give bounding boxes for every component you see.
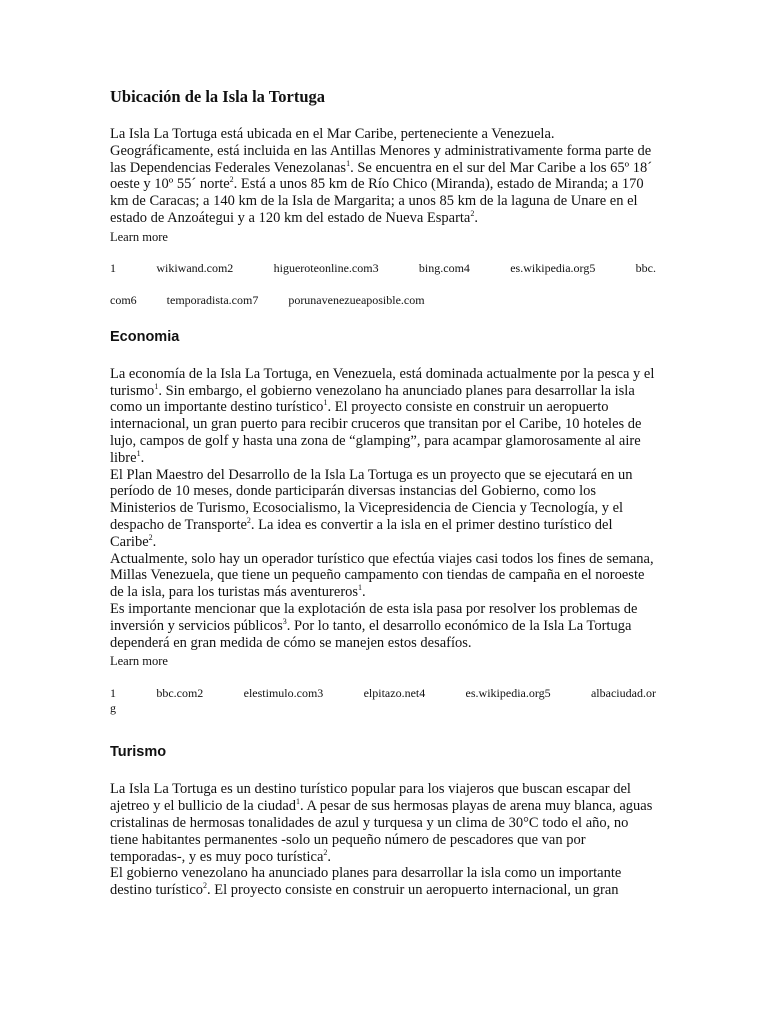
text-run: . bbox=[152, 533, 157, 550]
citation-ref[interactable]: 2 bbox=[229, 175, 234, 185]
text-run: Es importante mencionar que la explotación de esta isla pasa por resolver los problemas de inversión y servicios públicos bbox=[110, 600, 638, 634]
economia-paragraph-3 bbox=[110, 551, 656, 601]
citation-ref[interactable]: 3 bbox=[282, 616, 287, 626]
source-link[interactable]: es.wikipedia.org5 bbox=[465, 686, 551, 701]
text-run: . Sin embargo, el gobierno venezolano ha anunciado planes para desarrollar la isla como un importante destino turístico bbox=[110, 382, 635, 416]
citation-ref[interactable]: 1 bbox=[346, 158, 351, 168]
text-run: La Isla La Tortuga es un destino turístico popular para los viajeros que buscan escapar del ajetreo y el bullicio de la ciudad bbox=[110, 781, 631, 815]
economia-paragraph-2 bbox=[110, 467, 656, 551]
text-run: . bbox=[140, 449, 145, 466]
source-link[interactable]: wikiwand.com2 bbox=[156, 260, 234, 275]
learn-more-link[interactable]: Learn more bbox=[110, 229, 168, 244]
citation-ref[interactable]: 1 bbox=[358, 583, 363, 593]
citation-ref[interactable]: 2 bbox=[246, 515, 251, 525]
text-run: . bbox=[474, 209, 478, 226]
text-run: . La idea es convertir a la isla en el primer destino turístico del Caribe bbox=[110, 516, 613, 550]
source-link[interactable]: albaciudad.or bbox=[590, 686, 656, 701]
economia-paragraph-1 bbox=[110, 366, 656, 467]
text-run: . Se encuentra en el sur del Mar Caribe a los 65º 18´ oeste y 10º 55´ norte bbox=[110, 159, 653, 193]
text-run: . Por lo tanto, el desarrollo económico de la Isla La Tortuga dependerá en gran medida de cómo se manejen estos desafíos. bbox=[110, 617, 632, 651]
text-run: El Plan Maestro del Desarrollo de la Isla La Tortuga es un proyecto que se ejecutará en un período de 10 meses, donde participarán diversas instancias del Gobierno, como los Ministerios de Turismo, Ecosocialismo, la Vicepresidencia de Ciencia y Tecnología, y el despacho de Transporte bbox=[110, 466, 633, 533]
text-run: La Isla La Tortuga está ubicada en el Mar Caribe, perteneciente a Venezuela. Geográficamente, está incluida en las Antillas Menores y administrativamente forma parte de las Dependencias Federales Venezolanas bbox=[110, 126, 652, 176]
text-run: El gobierno venezolano ha anunciado planes para desarrollar la isla como un importante destino turístico bbox=[110, 865, 622, 899]
source-link[interactable]: es.wikipedia.org5 bbox=[510, 260, 596, 275]
source-link[interactable]: elestimulo.com3 bbox=[243, 686, 324, 701]
source-link[interactable]: temporadista.com7 bbox=[166, 292, 259, 307]
section-title-turismo: Turismo bbox=[110, 744, 167, 761]
text-run: Actualmente, solo hay un operador turístico que efectúa viajes casi todos los fines de semana, Millas Venezuela, que tiene un pequeño campamento con tiendas de campaña en el noroeste de la isla, para los turistas más aventureros bbox=[110, 550, 654, 601]
source-link[interactable]: bbc. bbox=[635, 260, 656, 275]
sources-list-continued bbox=[110, 292, 656, 308]
source-link[interactable]: porunavenezueaposible.com bbox=[288, 292, 425, 307]
source-link[interactable]: bbc.com2 bbox=[156, 686, 204, 701]
sources-list-continued bbox=[110, 701, 656, 715]
source-link[interactable]: elpitazo.net4 bbox=[363, 686, 426, 701]
source-link[interactable]: 1 bbox=[110, 686, 116, 701]
document-page bbox=[110, 86, 656, 899]
turismo-paragraph-1 bbox=[110, 781, 656, 865]
citation-ref[interactable]: 2 bbox=[323, 847, 328, 857]
text-run: . A pesar de sus hermosas playas de arena muy blanca, aguas cristalinas de hermosas tonalidades de azul y turquesa y un clima de 30°C todo el año, no tiene habitantes permanentes -solo un pequeño número de pescadores que van por temporadas-, y es muy poco turística bbox=[110, 798, 653, 865]
citation-ref[interactable]: 2 bbox=[148, 532, 153, 542]
source-link[interactable]: higueroteonline.com3 bbox=[273, 260, 379, 275]
source-link[interactable]: com6 bbox=[110, 292, 137, 307]
citation-ref[interactable]: 1 bbox=[323, 398, 328, 408]
text-run: La economía de la Isla La Tortuga, en Venezuela, está dominada actualmente por la pesca y el turismo bbox=[110, 365, 655, 399]
citation-ref[interactable]: 2 bbox=[470, 208, 475, 218]
text-run: . El proyecto consiste en construir un aeropuerto internacional, un gran puerto para recibir cruceros que transitan por el Caribe, 10 hoteles de lujo, campos de golf y hasta una zona de “glamping”, para acampar glamorosamente al aire libre bbox=[110, 399, 642, 466]
citation-ref[interactable]: 1 bbox=[296, 797, 301, 807]
text-run: . bbox=[327, 848, 332, 865]
economia-paragraph-4 bbox=[110, 601, 656, 651]
citation-ref[interactable]: 1 bbox=[136, 448, 141, 458]
citation-ref[interactable]: 1 bbox=[154, 381, 159, 391]
sources-list bbox=[110, 260, 656, 276]
sources-list bbox=[110, 685, 656, 701]
source-link[interactable]: 1 bbox=[110, 260, 116, 275]
text-run: . bbox=[362, 584, 366, 601]
text-run: . Está a unos 85 km de Río Chico (Miranda), estado de Miranda; a 170 km de Caracas; a 140 km de la Isla de Margarita; a unos 85 km de la laguna de Unare en el estado de Anzoátegui y a 120 km del estado de Nueva Esparta bbox=[110, 176, 644, 226]
source-link[interactable]: g bbox=[110, 701, 116, 716]
text-run: . El proyecto consiste en construir un aeropuerto internacional, un gran bbox=[207, 882, 619, 899]
turismo-paragraph-2 bbox=[110, 865, 656, 899]
citation-ref[interactable]: 2 bbox=[203, 881, 208, 891]
section-title-ubicacion: Ubicación de la Isla la Tortuga bbox=[110, 87, 325, 106]
learn-more-link[interactable]: Learn more bbox=[110, 654, 168, 669]
section-title-economia: Economia bbox=[110, 328, 180, 345]
ubicacion-paragraph bbox=[110, 126, 656, 227]
source-link[interactable]: bing.com4 bbox=[418, 260, 470, 275]
